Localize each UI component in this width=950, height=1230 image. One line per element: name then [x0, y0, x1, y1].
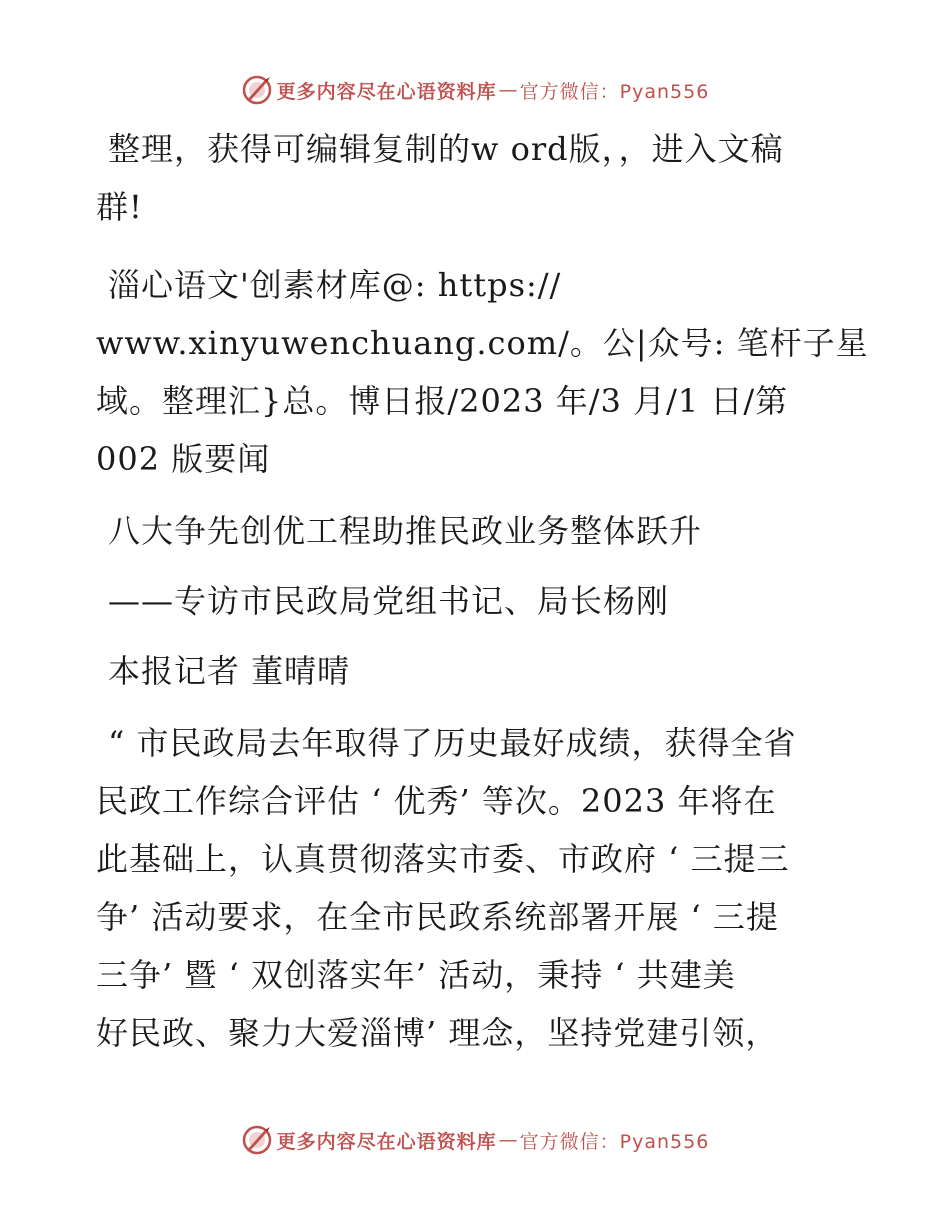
watermark-brand: 更多内容尽在心语资料库 — [276, 1130, 497, 1153]
paragraph-line: 淄心语文'创素材库@: https:// — [108, 266, 562, 304]
watermark-dash: — — [498, 1129, 518, 1151]
quill-seal-icon — [241, 74, 273, 106]
watermark-contact: 官方微信：Pyan556 — [519, 1130, 710, 1153]
paragraph-line: 域。整理汇}总。博日报/2023 年/3 月/1 日/第 — [96, 382, 789, 420]
paragraph-line: 群! — [96, 188, 143, 226]
paragraph-line: 002 版要闻 — [96, 440, 271, 478]
watermark-contact: 官方微信：Pyan556 — [519, 80, 710, 103]
watermark-brand: 更多内容尽在心语资料库 — [276, 80, 497, 103]
header-watermark — [0, 70, 950, 110]
paragraph-line: 整理，获得可编辑复制的w ord版，，进入文稿 — [108, 130, 784, 168]
article-title: 八大争先创优工程助推民政业务整体跃升 — [108, 512, 703, 550]
paragraph-line: 民政工作综合评估 ‘ 优秀’ 等次。2023 年将在 — [96, 782, 777, 820]
paragraph-line: 三争’ 暨 ‘ 双创落实年’ 活动，秉持 ‘ 共建美 — [96, 956, 736, 994]
document-body — [96, 120, 869, 1062]
paragraph-line: 争’ 活动要求，在全市民政系统部署开展 ‘ 三提 — [96, 898, 779, 936]
paragraph-line: www.xinyuwenchuang.com/。公|众号: 笔杆子星 — [96, 324, 869, 362]
paragraph-line: “ 市民政局去年取得了历史最好成绩，获得全省 — [108, 724, 797, 762]
paragraph-line: 此基础上，认真贯彻落实市委、市政府 ‘ 三提三 — [96, 840, 790, 878]
footer-watermark — [0, 1120, 950, 1160]
watermark-dash: — — [498, 79, 518, 101]
article-subtitle: ——专访市民政局党组书记、局长杨刚 — [108, 582, 670, 620]
byline: 本报记者 董晴晴 — [108, 652, 351, 690]
quill-seal-icon — [241, 1124, 273, 1156]
paragraph-line: 好民政、聚力大爱淄博’ 理念，坚持党建引领， — [96, 1014, 779, 1052]
